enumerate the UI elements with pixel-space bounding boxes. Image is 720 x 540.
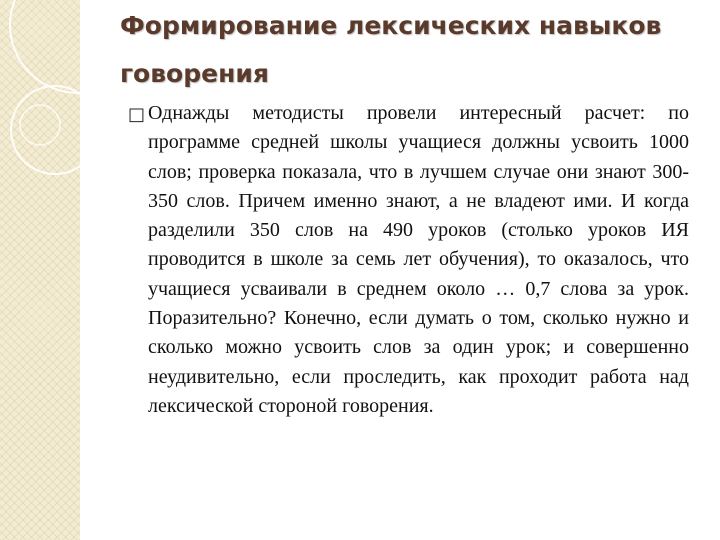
bullet-glyph: □ [128, 104, 146, 125]
deco-circle-inner [20, 105, 60, 145]
deco-circle-small [11, 86, 99, 174]
slide-body-text [128, 99, 689, 421]
body-paragraph: Однажды методисты провели интересный расчет: по программе средней школы учащиеся должны усвоить 1000 слов; проверка показала, что в лучшем случае они знают 300-350 слов. Причем именно знают, а не владеют ими. И когда разделили 350 слов на 490 уроков (столько уроков ИЯ проводится в школе за семь лет обучения), то оказалось, что учащиеся усваивали в среднем около … 0,7 слова за урок. Поразительно? Конечно, если думать о том, сколько нужно и сколько можно усвоить слов за один урок; и совершенно неудивительно, если проследить, как проходит работа над лексической стороной говорения. [148, 102, 689, 417]
slide-title: Формирование лексических навыков говорения [120, 11, 662, 88]
